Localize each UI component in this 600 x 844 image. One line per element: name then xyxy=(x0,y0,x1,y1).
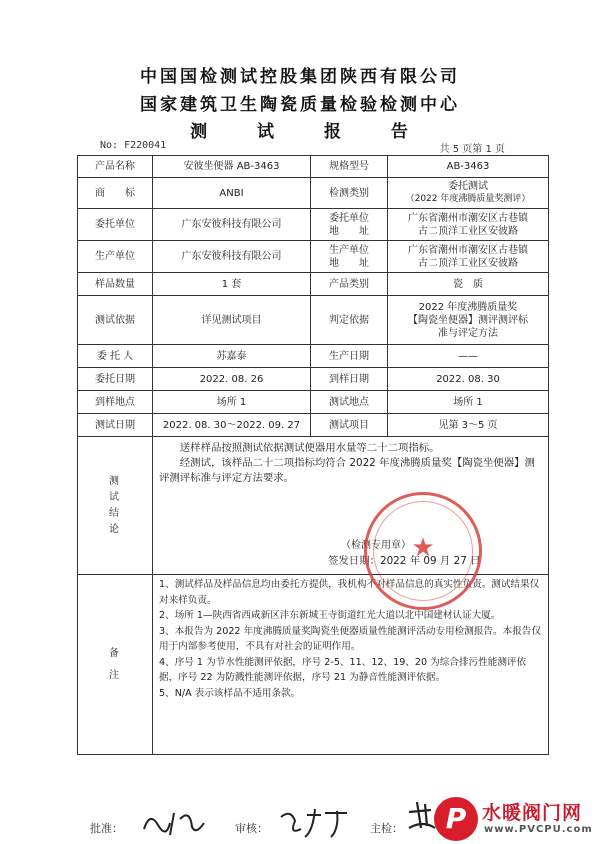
conclusion-line: 送样样品按照测试依据测试便器用水量等二十二项指标。 xyxy=(179,442,440,454)
field-value: 广东安彼科技有限公司 xyxy=(153,209,311,241)
field-label: 测试依据 xyxy=(78,296,153,345)
field-value: 苏嘉泰 xyxy=(153,345,311,368)
field-label: 产品类别 xyxy=(311,273,388,296)
label-line: 委托单位 xyxy=(329,212,369,224)
field-value xyxy=(388,178,549,209)
field-value xyxy=(388,241,549,273)
org-name-1: 中国国检测试控股集团陕西有限公司 xyxy=(140,67,460,87)
field-label xyxy=(311,241,388,273)
value-line: （2022 年度沸腾质量奖测评） xyxy=(405,194,531,204)
value-line: 【陶瓷坐便器】测评测评标 xyxy=(408,314,528,326)
field-label: 委托日期 xyxy=(78,368,153,391)
field-value xyxy=(388,296,549,345)
conclusion-label-text: 测试结论 xyxy=(109,475,121,535)
field-label: 生产单位 xyxy=(78,241,153,273)
field-label: 测试项目 xyxy=(311,414,388,437)
field-value: 场所 1 xyxy=(388,391,549,414)
field-value: 场所 1 xyxy=(153,391,311,414)
watermark-logo xyxy=(432,795,600,844)
label-line: 地 址 xyxy=(329,257,369,269)
org-name-2: 国家建筑卫生陶瓷质量检验检测中心 xyxy=(140,95,460,115)
note-item: 2、场所 1—陕西省西咸新区沣东新城王寺街道红光大道以北中国建材认证大厦。 xyxy=(159,610,501,621)
brand-p-icon: P xyxy=(434,797,478,841)
field-label: 到样日期 xyxy=(311,368,388,391)
field-label: 产品名称 xyxy=(78,156,153,178)
notes-row xyxy=(78,575,549,755)
notes-text xyxy=(153,575,549,755)
value-line: 2022 年度沸腾质量奖 xyxy=(418,301,518,313)
table-row xyxy=(78,345,549,368)
value-line: 古二顶洋工业区安彼路 xyxy=(418,257,518,269)
watermark-url: www.PVCPU.com xyxy=(484,824,593,835)
field-value: 2022. 08. 26 xyxy=(153,368,311,391)
note-item: 4、序号 1 为节水性能测评依据，序号 2-5、11、12、19、20 为综合排污性能测评依据，序号 22 为防溅性能测评依据，序号 21 为静音性能测评依据。 xyxy=(159,656,527,683)
star-icon: ★ xyxy=(411,533,435,563)
value-line: 准与评定方法 xyxy=(438,327,498,339)
field-label: 生产日期 xyxy=(311,345,388,368)
table-row xyxy=(78,296,549,345)
approve-label: 批准： xyxy=(90,822,123,835)
field-label: 检测类别 xyxy=(311,178,388,209)
table-row xyxy=(78,414,549,437)
field-value: 瓷 质 xyxy=(388,273,549,296)
field-value: 2022. 08. 30 xyxy=(388,368,549,391)
table-row xyxy=(78,209,549,241)
label-line: 生产单位 xyxy=(329,244,369,256)
review-label: 审核： xyxy=(235,822,268,835)
field-value: 广东安彼科技有限公司 xyxy=(153,241,311,273)
field-value: 安彼坐便器 AB-3463 xyxy=(153,156,311,178)
field-label: 到样地点 xyxy=(78,391,153,414)
field-label: 委托单位 xyxy=(78,209,153,241)
field-value: 见第 3～5 页 xyxy=(388,414,549,437)
approver-signature xyxy=(140,805,210,841)
table-row xyxy=(78,156,549,178)
watermark-name: 水暖阀门网 xyxy=(482,802,583,824)
field-value: 2022. 08. 30～2022. 09. 27 xyxy=(153,414,311,437)
table-row xyxy=(78,178,549,209)
report-table xyxy=(77,155,549,755)
notes-label xyxy=(78,575,153,755)
table-row xyxy=(78,368,549,391)
note-item: 3、本报告为 2022 年度沸腾质量奖陶瓷坐便器质量性能测评活动专用检测报告。本报告仅用于内部参考使用，不具有对社会的证明作用。 xyxy=(159,625,541,652)
field-value: —— xyxy=(388,345,549,368)
table-row xyxy=(78,273,549,296)
field-label: 商 标 xyxy=(78,178,153,209)
table-row xyxy=(78,241,549,273)
field-value: 详见测试项目 xyxy=(153,296,311,345)
conclusion-label xyxy=(78,437,153,575)
field-label: 委 托 人 xyxy=(78,345,153,368)
value-line: 委托测试 xyxy=(448,181,488,192)
field-value: 1 套 xyxy=(153,273,311,296)
report-number: No: F220041 xyxy=(100,140,167,151)
value-line: 古二顶洋工业区安彼路 xyxy=(418,225,518,237)
value-line: 广东省潮州市潮安区古巷镇 xyxy=(408,244,528,256)
conclusion-line: 经测试，该样品二十二项指标均符合 2022 年度沸腾质量奖【陶瓷坐便器】测评测评标准与评定方法要求。 xyxy=(159,457,535,484)
notes-label-text: 备注 xyxy=(109,647,121,681)
field-label: 规格型号 xyxy=(311,156,388,178)
stamp-use-label: （检测专用章） xyxy=(341,540,411,551)
field-label: 测试地点 xyxy=(311,391,388,414)
note-item: 5、N/A 表示该样品不适用条款。 xyxy=(159,687,301,699)
field-label: 样品数量 xyxy=(78,273,153,296)
field-value: ANBI xyxy=(153,178,311,209)
value-line: 广东省潮州市潮安区古巷镇 xyxy=(408,212,528,224)
test-label: 主检： xyxy=(370,822,403,835)
reviewer-signature xyxy=(275,805,355,841)
label-line: 地 址 xyxy=(329,225,369,237)
conclusion-text xyxy=(153,437,549,575)
field-label: 测试日期 xyxy=(78,414,153,437)
note-item: 1、测试样品及样品信息均由委托方提供，我机构不对样品信息的真实性负责。测试结果仅对来样负责。 xyxy=(159,579,540,606)
field-value xyxy=(388,209,549,241)
official-seal xyxy=(364,492,482,610)
field-value: AB-3463 xyxy=(388,156,549,178)
field-label xyxy=(311,209,388,241)
page-info: 共 5 页第 1 页 xyxy=(439,144,505,155)
field-label: 判定依据 xyxy=(311,296,388,345)
table-row xyxy=(78,391,549,414)
doc-title: 测 试 报 告 xyxy=(190,122,430,142)
issue-date: 签发日期：2022 年 09 月 27 日 xyxy=(328,555,481,567)
